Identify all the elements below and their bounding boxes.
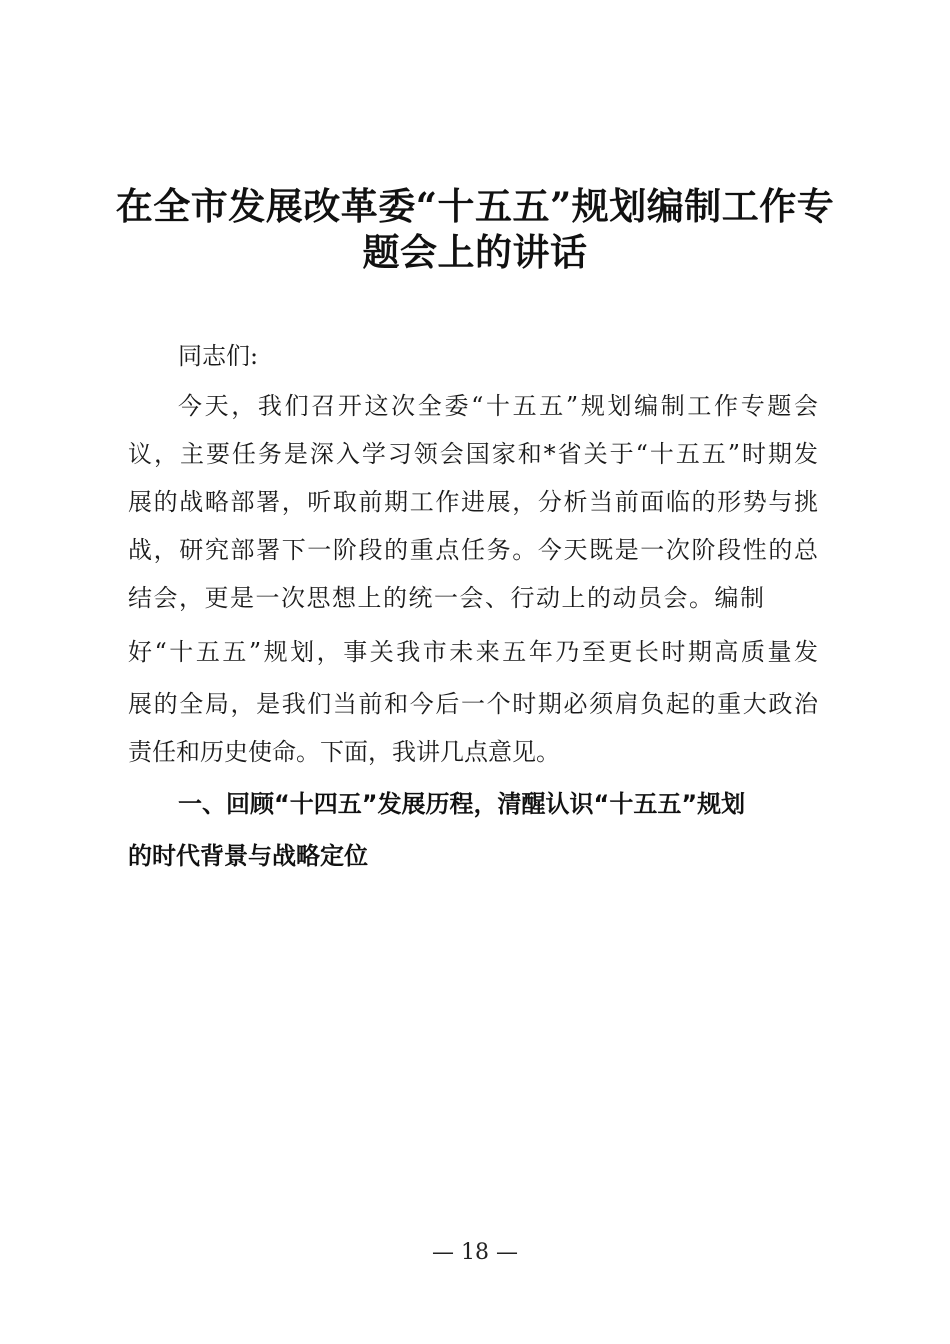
paragraph-line: 好“十五五”规划，事关我市未来五年乃至更长时期高质量发 bbox=[128, 638, 818, 666]
paragraph-line: 今天，我们召开这次全委“十五五”规划编制工作专题会 bbox=[178, 392, 818, 420]
paragraph-line: 展的战略部署，听取前期工作进展，分析当前面临的形势与挑 bbox=[128, 488, 818, 516]
document-title-line-1: 在全市发展改革委“十五五”规划编制工作专 bbox=[115, 184, 835, 228]
paragraph-line: 战，研究部署下一阶段的重点任务。今天既是一次阶段性的总 bbox=[128, 536, 818, 564]
document-title-line-2: 题会上的讲话 bbox=[362, 230, 588, 274]
paragraph-line: 结会，更是一次思想上的统一会、行动上的动员会。编制 bbox=[128, 584, 764, 612]
paragraph-line: 责任和历史使命。下面，我讲几点意见。 bbox=[128, 738, 560, 766]
paragraph-line: 议，主要任务是深入学习领会国家和*省关于“十五五”时期发 bbox=[128, 440, 818, 468]
salutation: 同志们: bbox=[178, 342, 259, 370]
page-number: — 18 — bbox=[432, 1240, 518, 1265]
section-heading-line-1: 一、回顾“十四五”发展历程，清醒认识“十五五”规划 bbox=[178, 790, 746, 818]
section-heading-line-2: 的时代背景与战略定位 bbox=[128, 842, 368, 870]
paragraph-line: 展的全局，是我们当前和今后一个时期必须肩负起的重大政治 bbox=[128, 690, 818, 718]
